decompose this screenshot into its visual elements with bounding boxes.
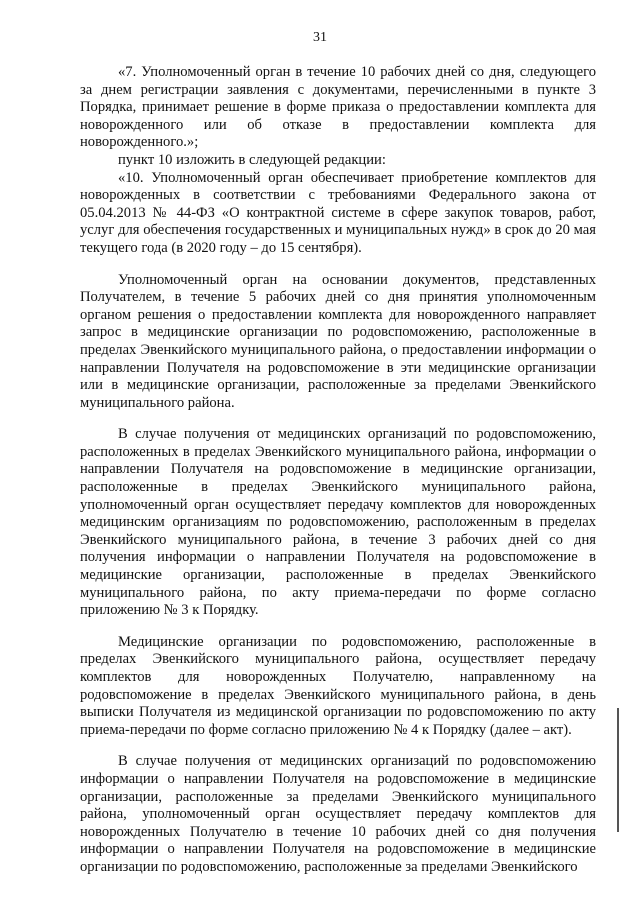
- paragraph-inside-district: В случае получения от медицинских организаций по родовспоможению, расположенных в пределах Эвенкийского муниципального района, информации о направлении Получателя на родовспоможение в медицинские организации, расположенные в пределах Эвенкийского муниципального района, уполномоченный орган осуществляет передачу комплектов для новорожденных медицинским организациям по родовспоможению, расположенным в пределах Эвенкийского муниципального района, в течение 3 рабочих дней со дня получения информации о направлении Получателя на родовспоможение в медицинские организации, расположенные в пределах Эвенкийского муниципального района, по акту приема-передачи по форме согласно приложению № 3 к Порядку.: [80, 426, 596, 619]
- scan-margin-mark: [617, 708, 619, 832]
- paragraph-request: Уполномоченный орган на основании документов, представленных Получателем, в течение 5 рабочих дней со дня принятия уполномоченным органом решения о предоставлении комплекта для новорожденного направляет запрос в медицинские организации по родовспоможению, расположенные в пределах Эвенкийского муниципального района, о предоставлении информации о направлении Получателя на родовспоможение в эти медицинские организации или в медицинские организации, расположенные за пределами Эвенкийского муниципального района.: [80, 271, 596, 411]
- paragraph-outside-district: В случае получения от медицинских организаций по родовспоможению информации о направлении Получателя на родовспоможение в медицинские организации, расположенные за пределами Эвенкийского муниципального района, уполномоченный орган осуществляет передачу комплектов для новорожденных Получателю в течение 10 рабочих дней со дня получения информации о направлении Получателя на родовспоможение в медицинские организации по родовспоможению, расположенные за пределами Эвенкийского: [80, 753, 596, 875]
- page-number: 31: [313, 30, 327, 45]
- paragraph-instruction: пункт 10 изложить в следующей редакции:: [118, 151, 386, 168]
- paragraph-medical-transfer: Медицинские организации по родовспоможению, расположенные в пределах Эвенкийского муниципального района, осуществляет передачу комплектов для новорожденных Получателю, направленному на родовспоможение в пределах Эвенкийского муниципального района, в день выписки Получателя из медицинской организации по родовспоможению по акту приема-передачи по форме согласно приложению № 4 к Порядку (далее – акт).: [80, 633, 596, 738]
- document-body: [80, 64, 596, 877]
- paragraph-item-7: «7. Уполномоченный орган в течение 10 рабочих дней со дня, следующего за днем регистрации заявления с документами, перечисленными в пункте 3 Порядка, принимает решение в форме приказа о предоставлении комплекта для новорожденного или об отказе в предоставлении комплекта для новорожденного.»;: [80, 64, 596, 151]
- paragraph-item-10: «10. Уполномоченный орган обеспечивает приобретение комплектов для новорожденных в соответствии с требованиями Федерального закона от 05.04.2013 № 44-ФЗ «О контрактной системе в сфере закупок товаров, работ, услуг для обеспечения государственных и муниципальных нужд» в срок до 20 мая текущего года (в 2020 году – до 15 сентября).: [80, 169, 596, 256]
